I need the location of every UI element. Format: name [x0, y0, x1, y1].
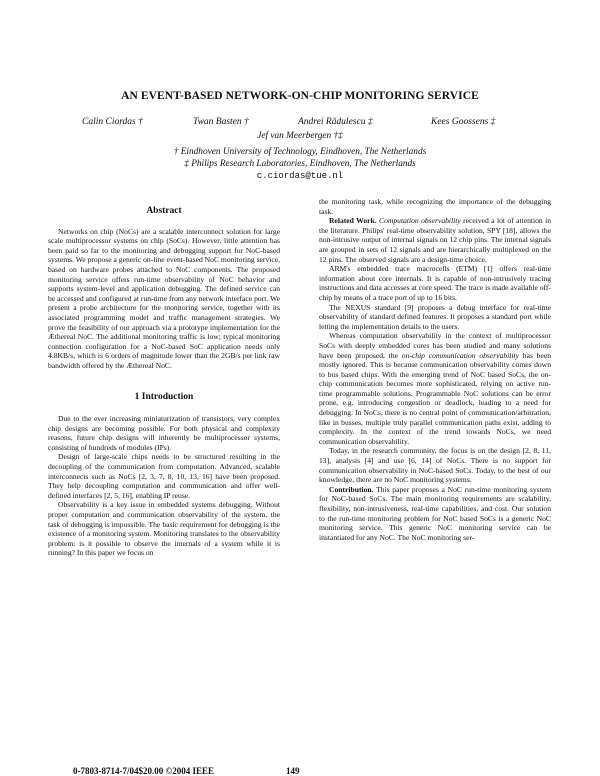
intro-paragraph-2: Design of large-scale chips needs to be structured resulting in the decoupling of the communication from computation. Advanced, scalable interconnects such as NoCs [2, 3, 7, 8, 10, 13, 16] have been proposed. They help decoupling computation and communication and offer well-defined interfaces [2, 5, 16], enabling IP reuse. — [48, 452, 280, 500]
footer-isbn: 0-7803-8714-7/04$20.00 ©2004 IEEE — [73, 766, 214, 776]
author-2: Twan Basten † — [193, 117, 249, 127]
author-3: Andrei Rădulescu ‡ — [298, 117, 373, 127]
affiliation-2: ‡ Philips Research Laboratories, Eindhoven, The Netherlands — [184, 159, 416, 169]
intro-paragraph-1: Due to the ever increasing miniaturization of transistors, very complex chip designs are becoming possible. For both physical and complexity reasons, future chip designs will inherently be multiprocessor systems, consisting of hundreds of modules (IPs). — [48, 414, 280, 452]
contribution-text: This paper proposes a NoC run-time monitoring system for NoC-based SoCs. The main monitoring requirements are scalability, flexibility, non-intrusiveness, real-time capabilities, and cost. Our solution to the run-time monitoring problem for NoC based SoCs is a generic NoC monitoring service. This generic NoC monitoring service can be instantiated for any NoC. The NoC monitoring ser- — [319, 484, 551, 542]
author-1: Calin Ciordas † — [82, 117, 143, 127]
intro-paragraph-3: Observability is a key issue in embedded systems debugging. Without proper computation and communication observability of the system, the task of debugging is impossible. The basic requirement for debugging is the existence of a monitoring system. Monitoring translates to the observability problem: is it possible to observe the internals of a system while it is running? In this paper we focus on — [48, 500, 280, 558]
whereas-emphasis: on-chip communication observability — [401, 350, 519, 360]
abstract-heading: Abstract — [146, 206, 182, 216]
related-work-heading: Related Work. — [329, 216, 377, 226]
related-work-paragraph — [319, 216, 551, 264]
left-column — [48, 207, 280, 558]
page-number: 149 — [286, 766, 300, 776]
affiliation-1: † Eindhoven University of Technology, Eindhoven, The Netherlands — [173, 147, 427, 157]
author-4: Kees Goossens ‡ — [431, 117, 496, 127]
arm-paragraph: ARM's embedded trace macrocells (ETM) [1] offers real-time information about core internals. It is capable of non-intrusively tracing instructions and data accesses at core speed. The trace is made available off-chip by means of a trace port of up to 16 bits. — [319, 264, 551, 302]
author-5: Jef van Meerbergen †‡ — [257, 131, 343, 141]
abstract-text: Networks on chip (NoCs) are a scalable interconnect solution for large scale multiprocessor systems on chip (SoCs). However, little attention has been paid so far to the monitoring and debugging support for NoC-based systems. We propose a generic on-line event-based NoC monitoring service, based on hardware probes attached to NoC components. The proposed monitoring service offers run-time observability of NoC behavior and supports system-level and application debugging. The defined service can be accessed and configured at run-time from any network interface port. We present a probe architecture for the monitoring service, together with its associated programming model and traffic management strategies. We prove the feasibility of our approach via a prototype implementation for the Æthereal NoC. The additional monitoring traffic is low; typical monitoring connection configuration for a NoC-based SoC application needs only 4.8KB/s, which is 6 orders of magnitude lower than the 2GB/s per link raw bandwidth offered by the Æthereal NoC. — [48, 226, 280, 370]
contribution-heading: Contribution. — [329, 484, 374, 494]
contact-email: c.ciordas@tue.nl — [256, 171, 344, 181]
nexus-paragraph: The NEXUS standard [9] proposes a debug interface for real-time observability of standard defined features. It proposes a standard port while letting the implementation details to the users. — [319, 302, 551, 331]
contribution-paragraph — [319, 485, 551, 543]
right-column — [319, 197, 551, 542]
paper-title: AN EVENT-BASED NETWORK-ON-CHIP MONITORING SERVICE — [121, 90, 479, 102]
whereas-text-b: has been mostly ignored. This is because communication observability comes down to bus based chips. With the emerging trend of NoC based SoCs, the on-chip communication becomes more sophisticated, relying on active run-time programmable solutions. Programmable NoC solutions can be error prone, e.g. introducing congestion or deadlock, leading to a need for debugging. In NoCs, there is no central point of communication/arbitration, like in busses, multiple truly parallel communication paths exist, adding to complexity. In the context of the trend towards NoCs, we need communication observability. — [319, 350, 552, 446]
whereas-text-a: Whereas computation observability in the context of multiprocessor SoCs with deeply embedded cores has been studied and many solutions have been proposed, the — [319, 331, 551, 360]
related-work-lead: Computation observability — [379, 216, 461, 226]
related-work-text: received a lot of attention in the literature. Philips' real-time observability solution, SPY [18], allows the non-intrusive output of internal signals on 12 chip pins. The internal signals are grouped in sets of 12 signals and are hierarchically multiplexed on the 12 pins. The observed signals are a design-time choice. — [319, 216, 551, 264]
continued-paragraph: the monitoring task, while recognizing the importance of the debugging task. — [319, 197, 551, 216]
communication-observability-paragraph — [319, 331, 551, 446]
today-paragraph: Today, in the research community, the focus is on the design [2, 8, 11, 13], analysis [4] and use [6, 14] of NoCs. There is no support for communication observability in NoC-based SoCs. Today, to the best of our knowledge, there are no NoC monitoring systems. — [319, 446, 551, 485]
introduction-heading: 1 Introduction — [134, 391, 194, 402]
